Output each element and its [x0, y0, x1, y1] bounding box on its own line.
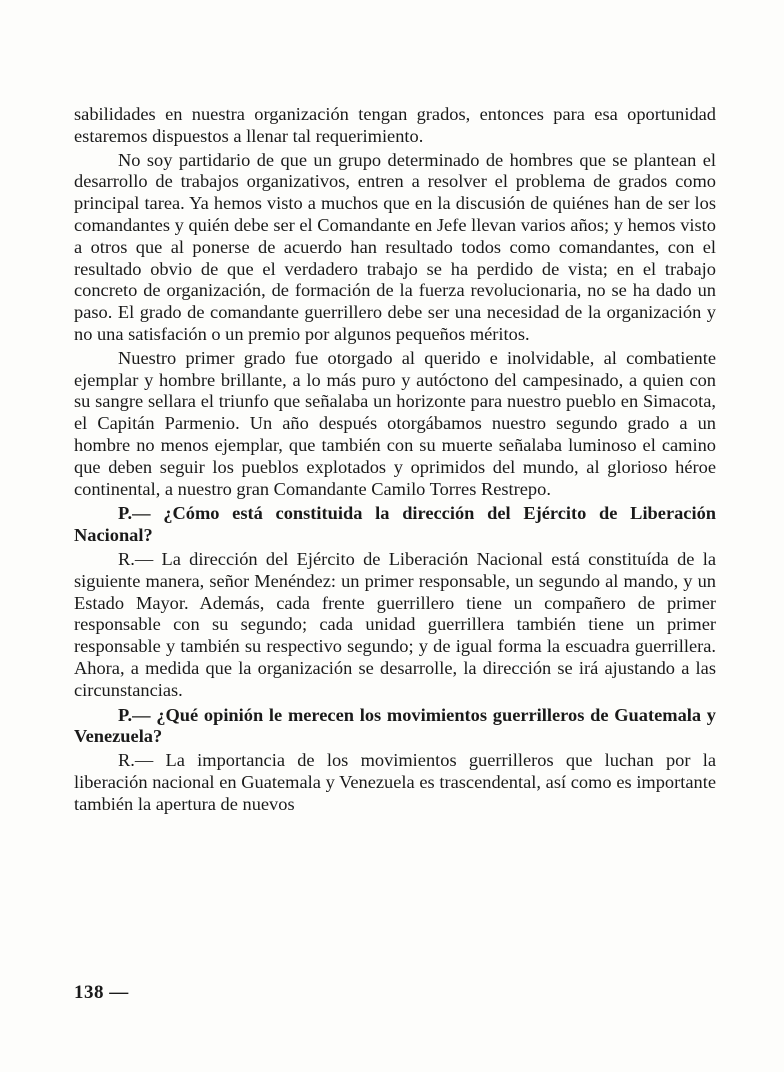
answer-guatemala-venezuela: R.— La importancia de los movimientos guerrilleros que luchan por la liberación nacional en Guatemala y Venezuela es trascendental, así como es importante también la apertura de nuevos	[74, 750, 716, 814]
paragraph-continuation: sabilidades en nuestra organización tengan grados, entonces para esa oportunidad estaremos dispuestos a llenar tal requerimiento.	[74, 104, 716, 146]
paragraph-grados: No soy partidario de que un grupo determinado de hombres que se plantean el desarrollo de trabajos organizativos, entren a resolver el problema de grados como principal tarea. Ya hemos visto a muchos que en la discusión de quiénes han de ser los comandantes y quién debe ser el Comandante en Jefe llevan varios años; y hemos visto a otros que al ponerse de acuerdo han resultado todos como comandantes, con el resultado obvio de que el verdadero trabajo se ha perdido de vista; en el trabajo concreto de organización, de formación de la fuerza revolucionaria, no se ha dado un paso. El grado de comandante guerrillero debe ser una necesidad de la organización y no una satisfación o un premio por algunos pequeños méritos.	[74, 149, 716, 344]
paragraph-primer-grado: Nuestro primer grado fue otorgado al querido e inolvidable, al combatiente ejemplar y hombre brillante, a lo más puro y autóctono del campesinado, a quien con su sangre sellara el triunfo que señalaba un horizonte para nuestro pueblo en Simacota, el Capitán Parmenio. Un año después otorgábamos nuestro segundo grado a un hombre no menos ejemplar, que también con su muerte señalaba luminoso el camino que deben seguir los pueblos explotados y oprimidos del mundo, al glorioso héroe continental, a nuestro gran Comandante Camilo Torres Restrepo.	[74, 347, 716, 499]
question-direccion: P.— ¿Cómo está constituida la dirección del Ejército de Liberación Nacional?	[74, 503, 716, 546]
answer-direccion: R.— La dirección del Ejército de Liberación Nacional está constituída de la siguiente manera, señor Menéndez: un primer responsable, un segundo al mando, y un Estado Mayor. Además, cada frente guerrillero tiene un compañero de primer responsable con su segundo; cada unidad guerrillera también tiene un primer responsable y también su respectivo segundo; y de igual forma la escuadra guerrillera. Ahora, a medida que la organización se desarrolle, la dirección se irá ajustando a las circunstancias.	[74, 548, 716, 700]
question-guatemala-venezuela: P.— ¿Qué opinión le merecen los movimientos guerrilleros de Guatemala y Venezuela?	[74, 704, 716, 747]
page-body-text	[74, 104, 716, 816]
page-number: 138 —	[74, 982, 129, 1003]
